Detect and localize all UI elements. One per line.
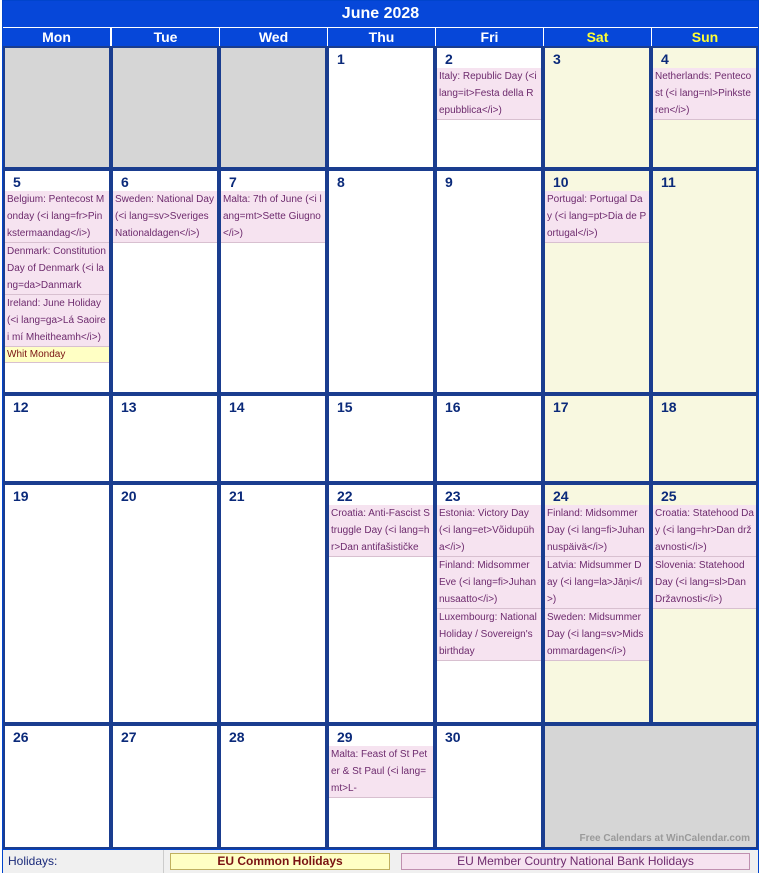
day-number: 2 — [445, 51, 453, 67]
day-cell[interactable] — [435, 394, 543, 483]
legend-divider — [163, 850, 164, 873]
day-cell[interactable] — [327, 724, 435, 849]
month-title: June 2028 — [3, 1, 758, 27]
national-holiday-event[interactable]: Netherlands: Pentecost (<i lang=nl>Pinksteren</i>) — [653, 68, 756, 120]
day-number: 6 — [121, 174, 129, 190]
day-number: 29 — [337, 729, 353, 745]
day-number: 30 — [445, 729, 461, 745]
calendar — [2, 0, 759, 873]
day-cell[interactable] — [651, 394, 758, 483]
day-cell[interactable] — [219, 483, 327, 724]
day-number: 9 — [445, 174, 453, 190]
day-cell[interactable] — [219, 724, 327, 849]
day-number: 3 — [553, 51, 561, 67]
day-number: 18 — [661, 399, 677, 415]
day-number: 8 — [337, 174, 345, 190]
day-number: 4 — [661, 51, 669, 67]
day-number: 17 — [553, 399, 569, 415]
legend-national-bank: EU Member Country National Bank Holidays — [401, 853, 750, 870]
day-number: 16 — [445, 399, 461, 415]
empty-day-cell — [219, 46, 327, 169]
national-holiday-event[interactable]: Malta: Feast of St Peter & St Paul (<i lang=mt>L- — [329, 746, 433, 798]
national-holiday-event[interactable]: Sweden: Midsummer Day (<i lang=sv>Midsommardagen</i>) — [545, 609, 649, 661]
day-cell[interactable] — [3, 483, 111, 724]
day-cell[interactable] — [651, 169, 758, 394]
weekday-header: Wed — [220, 28, 327, 47]
day-number: 10 — [553, 174, 569, 190]
national-holiday-event[interactable]: Denmark: Constitution Day of Denmark (<i lang=da>Danmark — [5, 243, 109, 295]
day-cell[interactable] — [111, 483, 219, 724]
day-number: 23 — [445, 488, 461, 504]
day-cell[interactable] — [3, 724, 111, 849]
eu-holiday-event[interactable]: Whit Monday — [5, 347, 109, 363]
national-holiday-event[interactable]: Croatia: Statehood Day (<i lang=hr>Dan državnosti</i>) — [653, 505, 756, 557]
day-number: 25 — [661, 488, 677, 504]
empty-day-cell — [543, 724, 758, 849]
day-cell[interactable] — [327, 394, 435, 483]
national-holiday-event[interactable]: Italy: Republic Day (<i lang=it>Festa della Repubblica</i>) — [437, 68, 541, 120]
day-number: 28 — [229, 729, 245, 745]
day-cell[interactable] — [3, 169, 111, 394]
weekday-header: Sun — [652, 28, 758, 47]
national-holiday-event[interactable]: Finland: Midsommer Eve (<i lang=fi>Juhannusaatto</i>) — [437, 557, 541, 609]
national-holiday-event[interactable]: Estonia: Victory Day (<i lang=et>Võidupüha</i>) — [437, 505, 541, 557]
day-number: 19 — [13, 488, 29, 504]
day-number: 24 — [553, 488, 569, 504]
day-cell[interactable] — [651, 46, 758, 169]
day-number: 5 — [13, 174, 21, 190]
national-holiday-event[interactable]: Portugal: Portugal Day (<i lang=pt>Dia de Portugal</i>) — [545, 191, 649, 243]
day-number: 13 — [121, 399, 137, 415]
national-holiday-event[interactable]: Sweden: National Day (<i lang=sv>Sveriges Nationaldagen</i>) — [113, 191, 217, 243]
empty-day-cell — [111, 46, 219, 169]
national-holiday-event[interactable]: Ireland: June Holiday (<i lang=ga>Lá Saoire i mí Mheitheamh</i>) — [5, 295, 109, 347]
day-cell[interactable] — [219, 169, 327, 394]
day-cell[interactable] — [543, 483, 651, 724]
day-cell[interactable] — [111, 394, 219, 483]
day-number: 26 — [13, 729, 29, 745]
day-cell[interactable] — [327, 169, 435, 394]
day-cell[interactable] — [435, 483, 543, 724]
day-number: 21 — [229, 488, 245, 504]
watermark-link[interactable]: Free Calendars at WinCalendar.com — [579, 833, 750, 844]
day-cell[interactable] — [327, 483, 435, 724]
day-cell[interactable] — [543, 394, 651, 483]
day-cell[interactable] — [435, 46, 543, 169]
legend-eu-common: EU Common Holidays — [170, 853, 390, 870]
weekday-header: Fri — [436, 28, 543, 47]
day-cell[interactable] — [327, 46, 435, 169]
day-cell[interactable] — [543, 46, 651, 169]
day-number: 1 — [337, 51, 345, 67]
national-holiday-event[interactable]: Slovenia: Statehood Day (<i lang=sl>Dan Državnosti</i>) — [653, 557, 756, 609]
weekday-header: Thu — [328, 28, 435, 47]
day-cell[interactable] — [651, 483, 758, 724]
national-holiday-event[interactable]: Croatia: Anti-Fascist Struggle Day (<i lang=hr>Dan antifašističke — [329, 505, 433, 557]
day-number: 22 — [337, 488, 353, 504]
day-number: 7 — [229, 174, 237, 190]
day-number: 27 — [121, 729, 137, 745]
weekday-header: Tue — [112, 28, 219, 47]
day-cell[interactable] — [219, 394, 327, 483]
day-cell[interactable] — [435, 169, 543, 394]
day-cell[interactable] — [543, 169, 651, 394]
day-number: 11 — [661, 174, 676, 190]
day-number: 14 — [229, 399, 245, 415]
day-cell[interactable] — [3, 394, 111, 483]
day-cell[interactable] — [435, 724, 543, 849]
day-cell[interactable] — [111, 724, 219, 849]
empty-day-cell — [3, 46, 111, 169]
national-holiday-event[interactable]: Latvia: Midsummer Day (<i lang=la>Jāņi</i>) — [545, 557, 649, 609]
holiday-legend — [3, 849, 758, 873]
day-cell[interactable] — [111, 169, 219, 394]
day-number: 12 — [13, 399, 29, 415]
day-number: 15 — [337, 399, 353, 415]
day-number: 20 — [121, 488, 137, 504]
legend-label: Holidays: — [8, 854, 58, 868]
national-holiday-event[interactable]: Belgium: Pentecost Monday (<i lang=fr>Pinkstermaandag</i>) — [5, 191, 109, 243]
national-holiday-event[interactable]: Malta: 7th of June (<i lang=mt>Sette Giugno</i>) — [221, 191, 325, 243]
national-holiday-event[interactable]: Luxembourg: National Holiday / Sovereign's birthday — [437, 609, 541, 661]
national-holiday-event[interactable]: Finland: Midsommer Day (<i lang=fi>Juhannuspäivä</i>) — [545, 505, 649, 557]
weekday-header: Mon — [3, 28, 110, 47]
weekday-header: Sat — [544, 28, 651, 47]
